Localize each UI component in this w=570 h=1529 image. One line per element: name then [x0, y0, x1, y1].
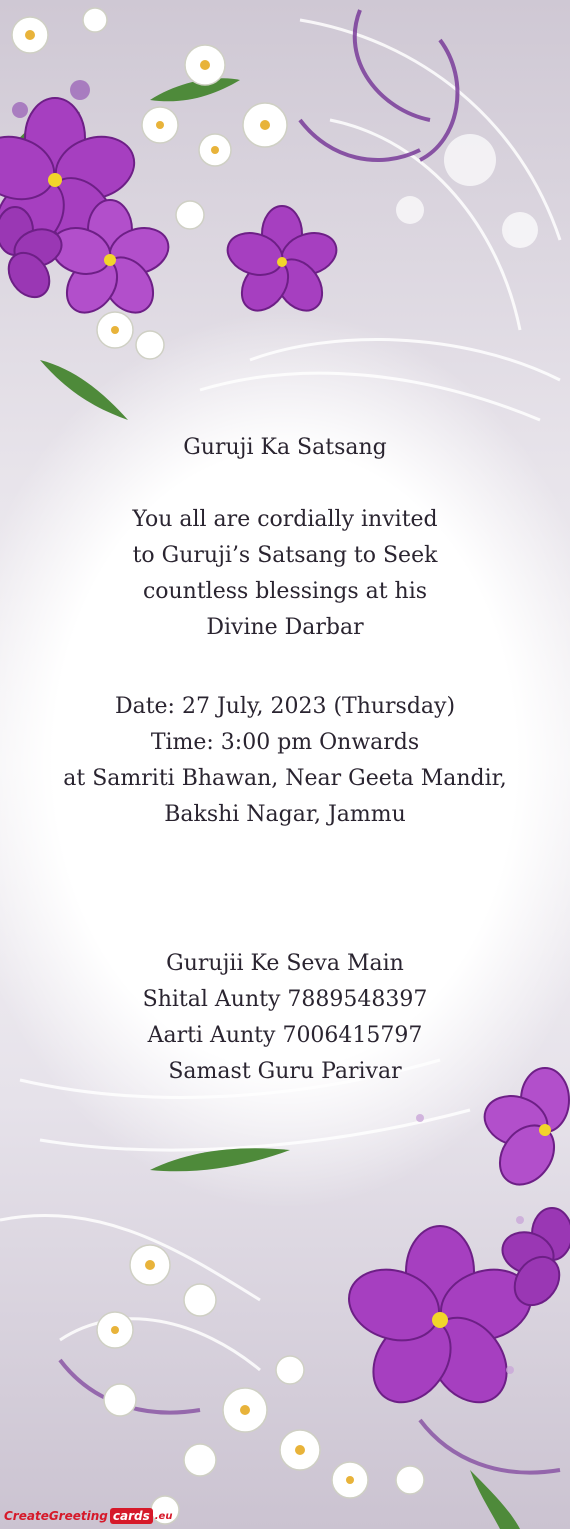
- event-date: Date: 27 July, 2023 (Thursday): [114, 694, 456, 719]
- bottom-floral-decoration: [0, 1040, 570, 1529]
- watermark-logo[interactable]: [4, 1505, 172, 1527]
- event-venue-line: Bakshi Nagar, Jammu: [164, 802, 406, 827]
- top-floral-decoration: [0, 0, 570, 460]
- host-entry: Aarti Aunty 7006415797: [147, 1023, 423, 1048]
- message-line: You all are cordially invited: [132, 507, 438, 532]
- event-time: Time: 3:00 pm Onwards: [150, 730, 420, 755]
- event-details: [0, 689, 570, 833]
- message-line: Divine Darbar: [206, 615, 364, 640]
- host-entry: Shital Aunty 7889548397: [142, 987, 428, 1012]
- message-line: countless blessings at his: [142, 579, 428, 604]
- hosts-block: [0, 946, 570, 1090]
- watermark-badge: cards: [110, 1508, 153, 1524]
- watermark-suffix: .eu: [154, 1510, 173, 1522]
- hosts-heading: Gurujii Ke Seva Main: [166, 951, 404, 976]
- watermark-text: CreateGreeting: [4, 1509, 108, 1523]
- invitation-title: Guruji Ka Satsang: [183, 435, 387, 460]
- purple-flower-icon: [340, 1068, 570, 1417]
- invitation-message: [0, 502, 570, 646]
- host-entry: Samast Guru Parivar: [168, 1059, 402, 1084]
- event-venue-line: at Samriti Bhawan, Near Geeta Mandir,: [63, 766, 507, 791]
- invitation-title-block: [0, 430, 570, 466]
- message-line: to Guruji’s Satsang to Seek: [132, 543, 438, 568]
